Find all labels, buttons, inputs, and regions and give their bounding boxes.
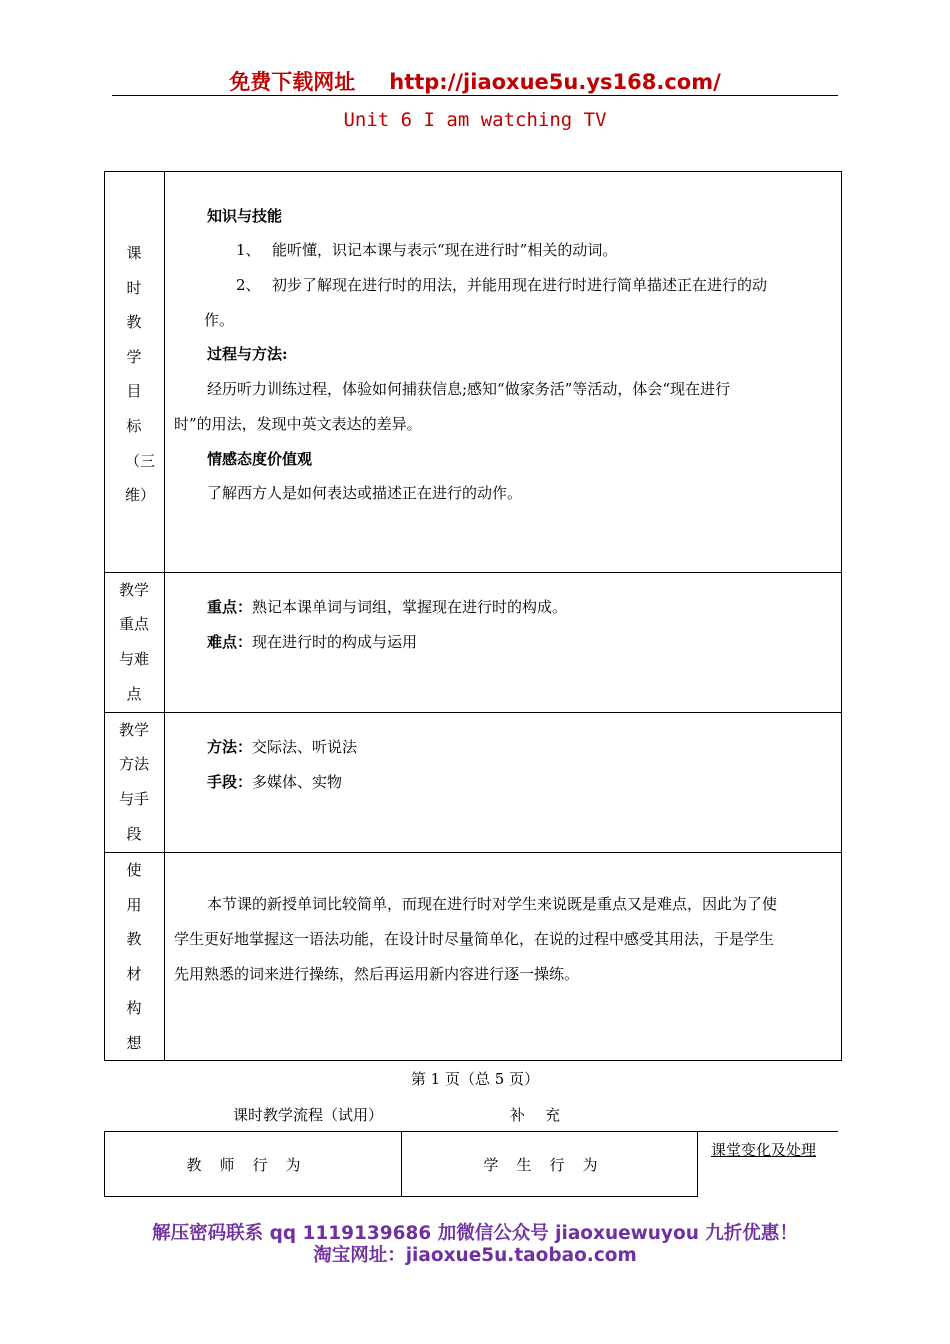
goal-item-2-continuation: 作。 [204,311,235,329]
process-heading: 过程与方法: [207,345,288,363]
method-line [207,730,357,765]
student-behavior-header: 学生行为 [483,1156,616,1174]
supplement-label: 补充 [510,1106,581,1124]
page-number: 第 1 页（总 5 页） [410,1070,540,1088]
key-points-label-line: 重点 [118,615,149,633]
goal-item-2-number: 2、 [236,276,261,294]
document-title: Unit 6 I am watching TV [343,109,607,131]
emotion-heading: 情感态度价值观 [207,450,313,468]
method-text: 交际法、听说法 [252,738,358,756]
key-points-label-line: 点 [126,685,142,703]
design-text-line: 先用熟悉的词来进行操练，然后再运用新内容进行逐一操练。 [174,965,580,983]
header-divider [112,95,838,96]
label-column-divider [164,171,165,1061]
method-heading: 方法： [207,738,253,756]
methods-label-line: 段 [126,825,142,843]
row-divider [104,572,842,573]
key-heading: 重点： [207,598,253,616]
site-header [0,66,950,96]
means-line [207,765,342,800]
design-label: 使用教材构想 [126,861,142,1052]
difficult-heading: 难点： [207,633,253,651]
methods-label-line: 与手 [118,790,149,808]
free-download-label: 免费下载网址 [229,70,356,94]
class-change-note: 课堂变化及处理 [711,1141,817,1159]
knowledge-heading: 知识与技能 [207,207,283,225]
contact-ad-line: 解压密码联系 qq 1119139686 加微信公众号 jiaoxuewuyou 九折优惠！ [152,1223,798,1244]
key-text: 熟记本课单词与词组，掌握现在进行时的构成。 [252,598,568,616]
teacher-behavior-header: 教师行为 [186,1156,319,1174]
flow-title: 课时教学流程（试用） [233,1106,384,1124]
key-point-line [207,590,567,625]
taobao-url-line[interactable]: 淘宝网址：jiaoxue5u.taobao.com [313,1245,637,1266]
means-heading: 手段： [207,773,253,791]
row-divider [104,712,842,713]
process-text-line: 时”的用法，发现中英文表达的差异。 [174,415,422,433]
emotion-text: 了解西方人是如何表达或描述正在进行的动作。 [207,484,523,502]
methods-label-line: 教学 [118,721,149,739]
header-url-link[interactable]: http://jiaoxue5u.ys168.com/ [389,70,721,94]
means-text: 多媒体、实物 [252,773,343,791]
goal-item-2-text: 初步了解现在进行时的用法，并能用现在进行时进行简单描述正在进行的动 [272,276,768,294]
design-text-line: 本节课的新授单词比较简单，而现在进行时对学生来说既是重点又是难点，因此为了使 [207,895,778,913]
design-text-line: 学生更好地掌握这一语法功能，在设计时尽量简单化，在说的过程中感受其用法，于是学生 [174,930,775,948]
goal-item-1-number: 1、 [236,241,261,259]
key-points-label-line: 教学 [118,581,149,599]
difficult-point-line [207,625,417,660]
difficult-text: 现在进行时的构成与运用 [252,633,418,651]
key-points-label-line: 与难 [118,650,149,668]
flow-top-extension [698,1131,838,1132]
process-text-line: 经历听力训练过程，体验如何捕获信息;感知“做家务活”等活动，体会“现在进行 [207,380,731,398]
goals-label: 课时教学目标（三维） [125,244,156,505]
row-divider [104,852,842,853]
goal-item-1-text: 能听懂，识记本课与表示“现在进行时”相关的动词。 [272,241,618,259]
methods-label-line: 方法 [118,755,149,773]
